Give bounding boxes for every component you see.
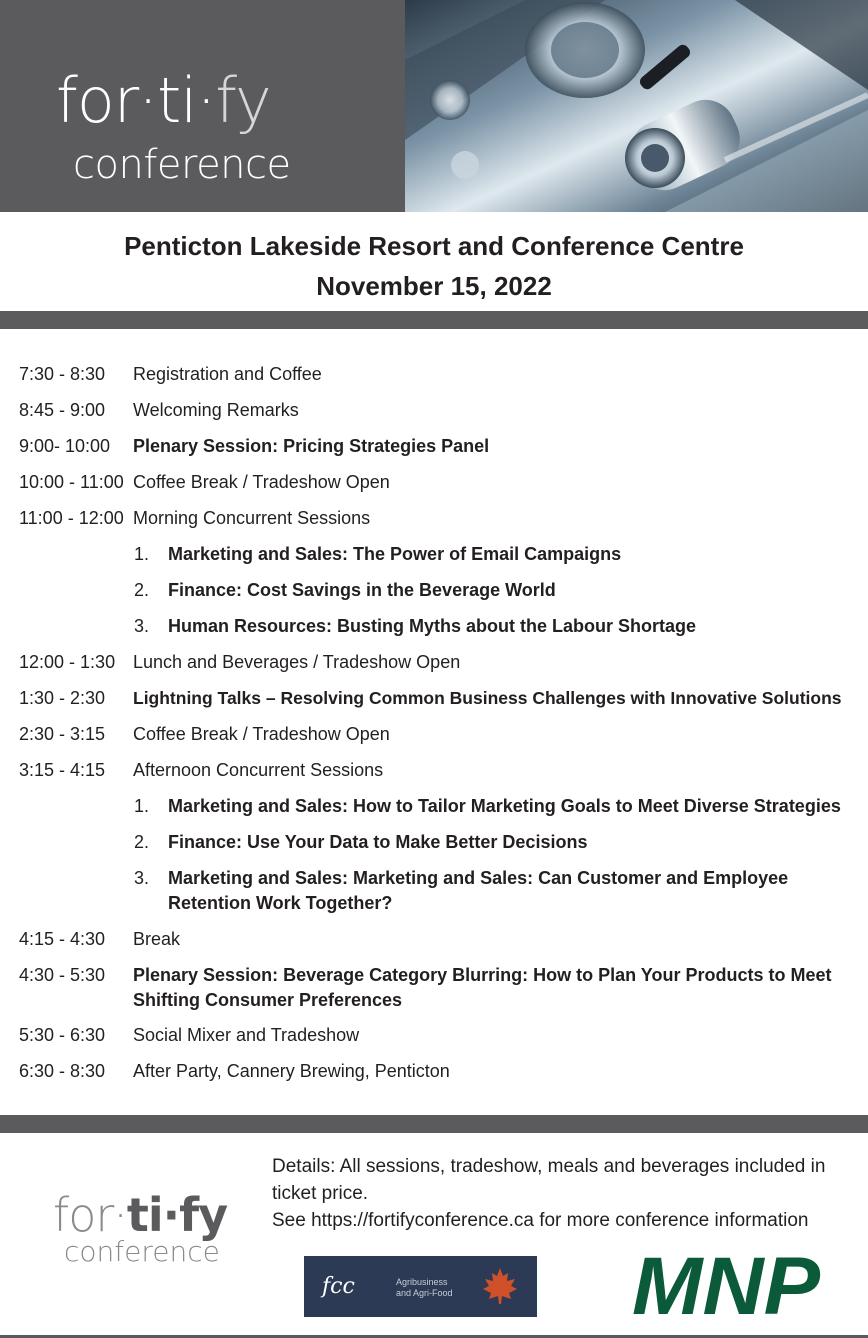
brewery-equipment-photo bbox=[405, 0, 868, 212]
fcc-tagline-line2: and Agri-Food bbox=[396, 1288, 453, 1298]
mnp-sponsor-logo bbox=[632, 1248, 822, 1320]
session-title: Marketing and Sales: The Power of Email Campaigns bbox=[168, 544, 622, 564]
schedule-time: 5:30 - 6:30 bbox=[19, 1025, 106, 1045]
session-title: Human Resources: Busting Myths about the Labour Shortage bbox=[168, 616, 697, 636]
event-details bbox=[272, 1153, 862, 1234]
footer-logo-word: for· bbox=[53, 1188, 127, 1242]
venue-heading bbox=[0, 226, 868, 306]
schedule-item: Lightning Talks – Resolving Common Business Challenges with Innovative Solutions bbox=[133, 688, 842, 708]
schedule-time: 10:00 - 11:00 bbox=[19, 472, 124, 492]
schedule-item: Welcoming Remarks bbox=[133, 400, 299, 420]
schedule-item: Registration and Coffee bbox=[133, 364, 322, 384]
schedule-time: 12:00 - 1:30 bbox=[19, 652, 116, 672]
session-title: Marketing and Sales: Marketing and Sales: Can Customer and Employee Retention Work Together? bbox=[168, 868, 789, 913]
logo-subtitle: conference bbox=[73, 142, 291, 188]
details-text: Details: All sessions, tradeshow, meals and beverages included in ticket price. bbox=[272, 1156, 826, 1204]
schedule-item: Break bbox=[133, 929, 181, 949]
schedule-time: 8:45 - 9:00 bbox=[19, 400, 106, 420]
fortify-logo bbox=[56, 64, 271, 137]
fcc-wordmark: fcc bbox=[322, 1274, 355, 1299]
schedule-item: Morning Concurrent Sessions bbox=[133, 508, 371, 528]
schedule-time: 4:15 - 4:30 bbox=[19, 929, 106, 949]
schedule-time: 9:00- 10:00 bbox=[19, 436, 111, 456]
fcc-tagline bbox=[396, 1277, 453, 1299]
schedule-item: Plenary Session: Beverage Category Blurring: How to Plan Your Products to Meet Shifting Consumer Preferences bbox=[133, 965, 832, 1010]
logo-word: for·ti· bbox=[56, 64, 216, 137]
session-number: 1. bbox=[134, 544, 150, 564]
session-number: 2. bbox=[134, 832, 150, 852]
schedule-item: Social Mixer and Tradeshow bbox=[133, 1025, 360, 1045]
session-title: Finance: Cost Savings in the Beverage World bbox=[168, 580, 556, 600]
schedule-item: Afternoon Concurrent Sessions bbox=[133, 760, 384, 780]
schedule-time: 7:30 - 8:30 bbox=[19, 364, 106, 384]
venue-name: Penticton Lakeside Resort and Conference Centre bbox=[124, 231, 744, 261]
header-logo-panel bbox=[0, 0, 405, 212]
session-title: Finance: Use Your Data to Make Better Decisions bbox=[168, 832, 588, 852]
session-title: Marketing and Sales: How to Tailor Marketing Goals to Meet Diverse Strategies bbox=[168, 796, 841, 816]
footer-fortify-logo bbox=[53, 1188, 228, 1242]
maple-leaf-icon bbox=[480, 1266, 520, 1306]
schedule-time: 3:15 - 4:15 bbox=[19, 760, 106, 780]
more-info-text: See https://fortifyconference.ca for more conference information bbox=[272, 1210, 809, 1231]
session-number: 3. bbox=[134, 616, 150, 636]
steel-tank-illustration bbox=[405, 0, 868, 212]
schedule-item: Lunch and Beverages / Tradeshow Open bbox=[133, 652, 461, 672]
footer-logo-subtitle: conference bbox=[64, 1235, 220, 1268]
schedule-item: After Party, Cannery Brewing, Penticton bbox=[133, 1061, 450, 1081]
logo-word-end: fy bbox=[215, 64, 271, 137]
schedule-time: 2:30 - 3:15 bbox=[19, 724, 106, 744]
footer-logo-word-end: ti·fy bbox=[126, 1188, 228, 1242]
divider-bar-top bbox=[0, 311, 868, 329]
schedule-time: 6:30 - 8:30 bbox=[19, 1061, 106, 1081]
schedule-item: Coffee Break / Tradeshow Open bbox=[133, 724, 390, 744]
schedule-time: 1:30 - 2:30 bbox=[19, 688, 106, 708]
schedule-item: Plenary Session: Pricing Strategies Panel bbox=[133, 436, 490, 456]
mnp-wordmark: MNP bbox=[632, 1248, 821, 1320]
header-banner bbox=[0, 0, 868, 212]
schedule-time: 4:30 - 5:30 bbox=[19, 965, 106, 985]
session-number: 1. bbox=[134, 796, 150, 816]
fcc-tagline-line1: Agribusiness bbox=[396, 1277, 448, 1287]
session-number: 2. bbox=[134, 580, 150, 600]
divider-bar-bottom bbox=[0, 1115, 868, 1133]
event-date: November 15, 2022 bbox=[316, 271, 552, 301]
fcc-sponsor-logo bbox=[304, 1256, 537, 1317]
session-number: 3. bbox=[134, 868, 150, 888]
schedule-time: 11:00 - 12:00 bbox=[19, 508, 124, 528]
schedule-item: Coffee Break / Tradeshow Open bbox=[133, 472, 390, 492]
